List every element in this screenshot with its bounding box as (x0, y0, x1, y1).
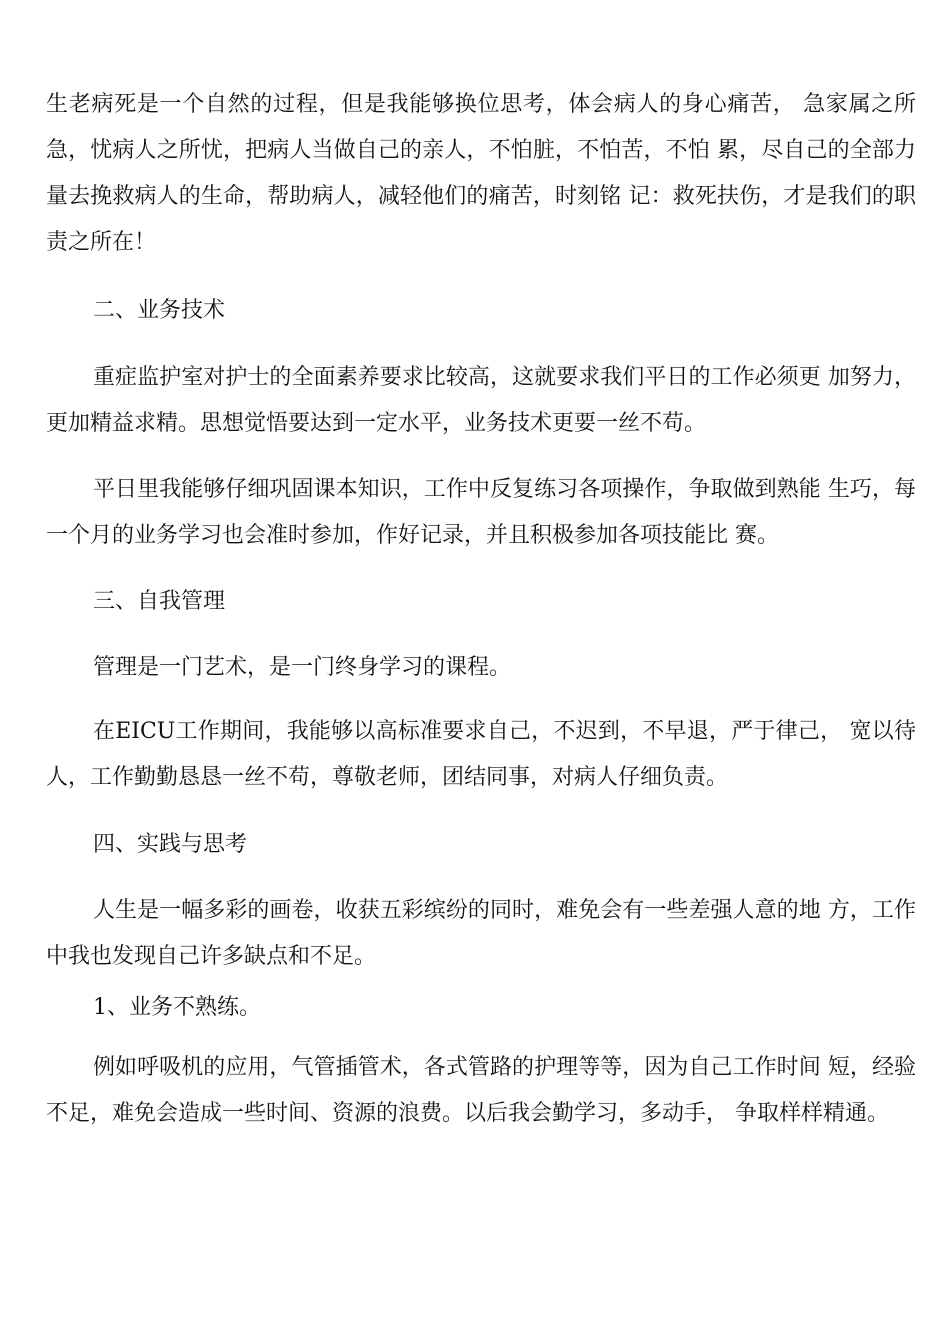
paragraph-intro: 生老病死是一个自然的过程，但是我能够换位思考，体会病人的身心痛苦， 急家属之所急，忧病人之所忧，把病人当做自己的亲人，不怕脏，不怕苦，不怕 累，尽自己的全部力量去挽救病人的生命，帮助病人，减轻他们的痛苦，时刻铭 记：救死扶伤，才是我们的职责之所在！ (46, 92, 916, 255)
subheading-unskilled: 1、业务不熟练。 (93, 995, 261, 1020)
paragraph-management-art: 管理是一门艺术，是一门终身学习的课程。 (93, 655, 512, 680)
paragraph-ventilator-example: 例如呼吸机的应用，气管插管术，各式管路的护理等等，因为自己工作时间 短，经验不足，难免会造成一些时间、资源的浪费。以后我会勤学习，多动手， 争取样样精通。 (46, 1055, 916, 1126)
section-heading-business-skills: 二、业务技术 (93, 298, 226, 323)
paragraph-icu-requirements: 重症监护室对护士的全面素养要求比较高，这就要求我们平日的工作必须更 加努力，更加精益求精。思想觉悟要达到一定水平，业务技术更要一丝不苟。 (46, 365, 916, 436)
section-heading-self-management: 三、自我管理 (93, 589, 226, 614)
paragraph-life-picture: 人生是一幅多彩的画卷，收获五彩缤纷的同时，难免会有一些差强人意的地 方，工作中我也发现自己许多缺点和不足。 (46, 898, 916, 969)
paragraph-daily-practice: 平日里我能够仔细巩固课本知识，工作中反复练习各项操作，争取做到熟能 生巧，每一个月的业务学习也会准时参加，作好记录，并且积极参加各项技能比 赛。 (46, 477, 916, 548)
paragraph-eicu-work: 在EICU工作期间，我能够以高标准要求自己，不迟到，不早退，严于律己， 宽以待人，工作勤勤恳恳一丝不苟，尊敬老师，团结同事，对病人仔细负责。 (46, 719, 916, 790)
section-heading-practice-reflection: 四、实践与思考 (93, 832, 248, 857)
